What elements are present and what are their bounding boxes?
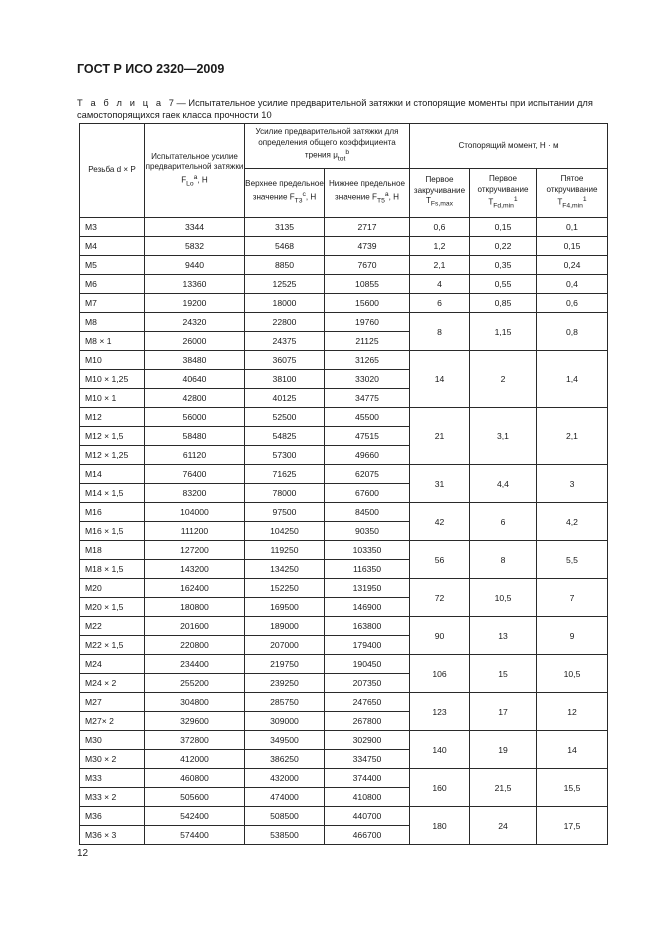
cell-torque-first-off: 24 [470, 807, 537, 845]
cell-clamp-upper: 169500 [245, 598, 325, 617]
cell-thread: M10 × 1 [80, 389, 145, 408]
table-row [80, 313, 608, 332]
cell-torque-first-off: 8 [470, 541, 537, 579]
cell-clamp-upper: 239250 [245, 674, 325, 693]
cell-clamp-lower: 67600 [325, 484, 410, 503]
cell-test-force: 83200 [145, 484, 245, 503]
table-row [80, 256, 608, 275]
cell-torque-fifth-off: 2,1 [537, 408, 608, 465]
table-caption-label: Т а б л и ц а [77, 98, 164, 108]
cell-test-force: 505600 [145, 788, 245, 807]
cell-thread: M27 [80, 693, 145, 712]
cell-torque-first-on: 1,2 [410, 237, 470, 256]
cell-clamp-lower: 334750 [325, 750, 410, 769]
table-caption [77, 97, 617, 121]
cell-thread: M36 [80, 807, 145, 826]
cell-clamp-upper: 474000 [245, 788, 325, 807]
cell-clamp-upper: 78000 [245, 484, 325, 503]
cell-thread: M4 [80, 237, 145, 256]
table-row [80, 351, 608, 370]
cell-clamp-upper: 54825 [245, 427, 325, 446]
col-header-clamp-force-group: Усилие предварительной затяжки для определения общего коэффициента трения $\mu_{tot}^b$ [245, 124, 410, 169]
cell-clamp-lower: 190450 [325, 655, 410, 674]
cell-thread: M33 × 2 [80, 788, 145, 807]
cell-clamp-lower: 302900 [325, 731, 410, 750]
cell-torque-first-off: 21,5 [470, 769, 537, 807]
cell-clamp-upper: 219750 [245, 655, 325, 674]
cell-clamp-upper: 508500 [245, 807, 325, 826]
cell-torque-first-on: 2,1 [410, 256, 470, 275]
cell-torque-first-off: 17 [470, 693, 537, 731]
col-header-clamp-upper: Верхнее предельное значение $F_{T3}^c$, Н [245, 169, 325, 218]
cell-test-force: 201600 [145, 617, 245, 636]
col-header-test-force: Испытательное усилие предварительной затяжки $F_{Lo}^a$, Н [145, 124, 245, 218]
cell-test-force: 143200 [145, 560, 245, 579]
cell-clamp-lower: 131950 [325, 579, 410, 598]
cell-thread: M14 [80, 465, 145, 484]
cell-thread: M24 [80, 655, 145, 674]
cell-thread: M12 × 1,25 [80, 446, 145, 465]
cell-clamp-lower: 440700 [325, 807, 410, 826]
cell-thread: M18 × 1,5 [80, 560, 145, 579]
cell-torque-fifth-off: 0,4 [537, 275, 608, 294]
col-header-thread: Резьба d × P [80, 124, 145, 218]
cell-torque-fifth-off: 12 [537, 693, 608, 731]
cell-torque-first-off: 0,85 [470, 294, 537, 313]
table-row [80, 731, 608, 750]
cell-test-force: 111200 [145, 522, 245, 541]
table-caption-text: — Испытательное усилие предварительной затяжки и стопорящие моменты при испытании для самостопорящихся гаек класса прочности 10 [77, 98, 593, 120]
cell-test-force: 127200 [145, 541, 245, 560]
cell-thread: M12 [80, 408, 145, 427]
cell-test-force: 255200 [145, 674, 245, 693]
cell-thread: M20 [80, 579, 145, 598]
cell-thread: M8 × 1 [80, 332, 145, 351]
cell-clamp-lower: 116350 [325, 560, 410, 579]
cell-test-force: 13360 [145, 275, 245, 294]
cell-clamp-upper: 3135 [245, 218, 325, 237]
cell-clamp-upper: 5468 [245, 237, 325, 256]
col-header-torque-fifth-off: Пятое откручивание $T_{F4,min}^1$ [537, 169, 608, 218]
cell-torque-first-off: 19 [470, 731, 537, 769]
cell-clamp-upper: 71625 [245, 465, 325, 484]
cell-torque-fifth-off: 9 [537, 617, 608, 655]
cell-thread: M10 [80, 351, 145, 370]
cell-torque-first-off: 3,1 [470, 408, 537, 465]
cell-clamp-lower: 179400 [325, 636, 410, 655]
cell-torque-first-on: 160 [410, 769, 470, 807]
cell-thread: M22 × 1,5 [80, 636, 145, 655]
cell-thread: M30 × 2 [80, 750, 145, 769]
table-row [80, 218, 608, 237]
cell-clamp-lower: 47515 [325, 427, 410, 446]
cell-torque-first-on: 14 [410, 351, 470, 408]
cell-torque-first-on: 123 [410, 693, 470, 731]
cell-torque-fifth-off: 17,5 [537, 807, 608, 845]
col-header-torque-first-off: Первое откручивание $T_{Fd,min}^1$ [470, 169, 537, 218]
cell-torque-fifth-off: 4,2 [537, 503, 608, 541]
cell-thread: M36 × 3 [80, 826, 145, 845]
cell-clamp-upper: 134250 [245, 560, 325, 579]
cell-test-force: 26000 [145, 332, 245, 351]
cell-clamp-lower: 103350 [325, 541, 410, 560]
cell-thread: M30 [80, 731, 145, 750]
cell-thread: M18 [80, 541, 145, 560]
cell-test-force: 76400 [145, 465, 245, 484]
cell-test-force: 412000 [145, 750, 245, 769]
cell-clamp-lower: 146900 [325, 598, 410, 617]
cell-clamp-upper: 52500 [245, 408, 325, 427]
cell-torque-first-on: 0,6 [410, 218, 470, 237]
cell-clamp-upper: 22800 [245, 313, 325, 332]
cell-clamp-upper: 12525 [245, 275, 325, 294]
cell-clamp-lower: 31265 [325, 351, 410, 370]
cell-clamp-lower: 466700 [325, 826, 410, 845]
cell-torque-first-off: 0,35 [470, 256, 537, 275]
cell-clamp-upper: 24375 [245, 332, 325, 351]
table-row [80, 541, 608, 560]
cell-clamp-lower: 34775 [325, 389, 410, 408]
col-header-torque-first-on: Первое закручивание $T_{Fs,max}$ [410, 169, 470, 218]
cell-clamp-upper: 349500 [245, 731, 325, 750]
cell-clamp-upper: 432000 [245, 769, 325, 788]
cell-test-force: 61120 [145, 446, 245, 465]
cell-thread: M5 [80, 256, 145, 275]
cell-thread: M8 [80, 313, 145, 332]
cell-test-force: 42800 [145, 389, 245, 408]
cell-torque-fifth-off: 1,4 [537, 351, 608, 408]
col-header-clamp-lower: Нижнее предельное значение $F_{T5}^a$, Н [325, 169, 410, 218]
table-row [80, 294, 608, 313]
cell-torque-first-off: 10,5 [470, 579, 537, 617]
cell-test-force: 40640 [145, 370, 245, 389]
cell-clamp-upper: 97500 [245, 503, 325, 522]
cell-torque-fifth-off: 3 [537, 465, 608, 503]
cell-test-force: 162400 [145, 579, 245, 598]
cell-clamp-upper: 104250 [245, 522, 325, 541]
page-number: 12 [77, 848, 89, 859]
cell-test-force: 329600 [145, 712, 245, 731]
cell-thread: M6 [80, 275, 145, 294]
table-caption-number: 7 [168, 98, 174, 108]
cell-clamp-upper: 152250 [245, 579, 325, 598]
table-row [80, 237, 608, 256]
cell-thread: M12 × 1,5 [80, 427, 145, 446]
cell-test-force: 460800 [145, 769, 245, 788]
cell-torque-first-on: 6 [410, 294, 470, 313]
cell-thread: M16 × 1,5 [80, 522, 145, 541]
cell-torque-first-on: 8 [410, 313, 470, 351]
cell-clamp-upper: 36075 [245, 351, 325, 370]
cell-test-force: 3344 [145, 218, 245, 237]
cell-torque-fifth-off: 14 [537, 731, 608, 769]
cell-clamp-lower: 2717 [325, 218, 410, 237]
cell-torque-first-on: 180 [410, 807, 470, 845]
cell-clamp-upper: 119250 [245, 541, 325, 560]
cell-torque-first-on: 72 [410, 579, 470, 617]
cell-test-force: 304800 [145, 693, 245, 712]
cell-clamp-upper: 538500 [245, 826, 325, 845]
cell-test-force: 19200 [145, 294, 245, 313]
cell-clamp-upper: 207000 [245, 636, 325, 655]
cell-torque-first-on: 56 [410, 541, 470, 579]
cell-test-force: 9440 [145, 256, 245, 275]
table-row [80, 579, 608, 598]
table-row [80, 617, 608, 636]
cell-clamp-upper: 57300 [245, 446, 325, 465]
table-row [80, 769, 608, 788]
table-row [80, 408, 608, 427]
cell-torque-fifth-off: 15,5 [537, 769, 608, 807]
cell-clamp-upper: 189000 [245, 617, 325, 636]
cell-thread: M24 × 2 [80, 674, 145, 693]
cell-clamp-lower: 45500 [325, 408, 410, 427]
cell-clamp-lower: 90350 [325, 522, 410, 541]
cell-clamp-upper: 386250 [245, 750, 325, 769]
cell-torque-first-on: 90 [410, 617, 470, 655]
cell-torque-first-on: 42 [410, 503, 470, 541]
cell-test-force: 56000 [145, 408, 245, 427]
table-row [80, 693, 608, 712]
cell-thread: M7 [80, 294, 145, 313]
cell-torque-first-off: 15 [470, 655, 537, 693]
cell-torque-fifth-off: 5,5 [537, 541, 608, 579]
cell-clamp-upper: 8850 [245, 256, 325, 275]
cell-test-force: 24320 [145, 313, 245, 332]
cell-thread: M10 × 1,25 [80, 370, 145, 389]
cell-torque-fifth-off: 0,24 [537, 256, 608, 275]
cell-clamp-lower: 207350 [325, 674, 410, 693]
cell-test-force: 574400 [145, 826, 245, 845]
cell-thread: M20 × 1,5 [80, 598, 145, 617]
cell-torque-first-on: 4 [410, 275, 470, 294]
cell-torque-fifth-off: 0,6 [537, 294, 608, 313]
cell-clamp-lower: 84500 [325, 503, 410, 522]
cell-torque-first-off: 1,15 [470, 313, 537, 351]
cell-clamp-lower: 4739 [325, 237, 410, 256]
table-row [80, 655, 608, 674]
cell-torque-first-off: 0,55 [470, 275, 537, 294]
cell-torque-first-on: 106 [410, 655, 470, 693]
table-row [80, 465, 608, 484]
document-standard-title: ГОСТ Р ИСО 2320—2009 [77, 62, 225, 76]
cell-test-force: 542400 [145, 807, 245, 826]
cell-clamp-upper: 309000 [245, 712, 325, 731]
cell-torque-first-off: 13 [470, 617, 537, 655]
cell-torque-fifth-off: 0,1 [537, 218, 608, 237]
cell-torque-fifth-off: 0,15 [537, 237, 608, 256]
data-table [79, 123, 608, 845]
cell-clamp-lower: 19760 [325, 313, 410, 332]
cell-test-force: 372800 [145, 731, 245, 750]
cell-torque-first-off: 2 [470, 351, 537, 408]
cell-torque-first-off: 0,15 [470, 218, 537, 237]
cell-clamp-lower: 10855 [325, 275, 410, 294]
col-header-locking-torque-group: Стопорящий момент, Н · м [410, 124, 608, 169]
cell-clamp-lower: 247650 [325, 693, 410, 712]
cell-test-force: 38480 [145, 351, 245, 370]
cell-torque-first-off: 4,4 [470, 465, 537, 503]
cell-clamp-upper: 18000 [245, 294, 325, 313]
cell-clamp-upper: 40125 [245, 389, 325, 408]
cell-test-force: 5832 [145, 237, 245, 256]
cell-thread: M14 × 1,5 [80, 484, 145, 503]
cell-torque-first-on: 140 [410, 731, 470, 769]
cell-clamp-lower: 62075 [325, 465, 410, 484]
cell-test-force: 220800 [145, 636, 245, 655]
cell-thread: M27× 2 [80, 712, 145, 731]
cell-torque-fifth-off: 0,8 [537, 313, 608, 351]
table-row [80, 807, 608, 826]
cell-clamp-lower: 267800 [325, 712, 410, 731]
cell-thread: M16 [80, 503, 145, 522]
cell-thread: M33 [80, 769, 145, 788]
cell-torque-fifth-off: 10,5 [537, 655, 608, 693]
table-body [80, 218, 608, 845]
cell-torque-first-on: 31 [410, 465, 470, 503]
cell-thread: M3 [80, 218, 145, 237]
table-row [80, 275, 608, 294]
cell-torque-first-off: 0,22 [470, 237, 537, 256]
cell-torque-first-off: 6 [470, 503, 537, 541]
cell-clamp-lower: 15600 [325, 294, 410, 313]
cell-test-force: 58480 [145, 427, 245, 446]
cell-test-force: 104000 [145, 503, 245, 522]
cell-clamp-upper: 38100 [245, 370, 325, 389]
cell-clamp-lower: 7670 [325, 256, 410, 275]
cell-clamp-lower: 374400 [325, 769, 410, 788]
cell-torque-first-on: 21 [410, 408, 470, 465]
table-row [80, 503, 608, 522]
cell-clamp-lower: 21125 [325, 332, 410, 351]
cell-clamp-lower: 410800 [325, 788, 410, 807]
cell-clamp-lower: 163800 [325, 617, 410, 636]
cell-torque-fifth-off: 7 [537, 579, 608, 617]
cell-test-force: 234400 [145, 655, 245, 674]
cell-thread: M22 [80, 617, 145, 636]
cell-clamp-lower: 33020 [325, 370, 410, 389]
cell-clamp-lower: 49660 [325, 446, 410, 465]
cell-test-force: 180800 [145, 598, 245, 617]
cell-clamp-upper: 285750 [245, 693, 325, 712]
